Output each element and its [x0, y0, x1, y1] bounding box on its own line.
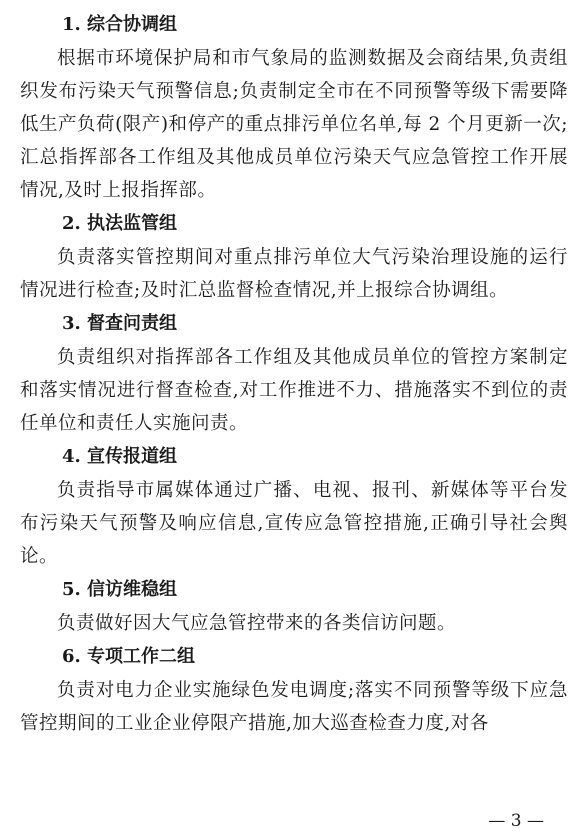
section-heading: 6. 专项工作二组 [62, 646, 196, 667]
section-publicity-reporting [20, 440, 568, 573]
section-special-work-group-two [20, 640, 568, 740]
section-body: 负责落实管控期间对重点排污单位大气污染治理设施的运行情况进行检查;及时汇总监督检查情况,并上报综合协调组。 [20, 247, 568, 301]
section-body: 负责组织对指挥部各工作组及其他成员单位的管控方案制定和落实情况进行督查检查,对工作推进不力、措施落实不到位的责任单位和责任人实施问责。 [20, 347, 568, 434]
section-body: 负责做好因大气应急管控带来的各类信访问题。 [57, 613, 457, 634]
section-body: 负责指导市属媒体通过广播、电视、报刊、新媒体等平台发布污染天气预警及响应信息,宣传应急管控措施,正确引导社会舆论。 [20, 480, 568, 567]
page-number: — 3 — [488, 811, 544, 831]
section-heading: 4. 宣传报道组 [62, 446, 178, 467]
section-heading: 2. 执法监管组 [62, 213, 178, 234]
section-supervision-accountability [20, 307, 568, 440]
section-law-enforcement [20, 207, 568, 307]
section-heading: 5. 信访维稳组 [62, 579, 178, 600]
section-body: 根据市环境保护局和市气象局的监测数据及会商结果,负责组织发布污染天气预警信息;负责制定全市在不同预警等级下需要降低生产负荷(限产)和停产的重点排污单位名单,每 2 个月更新一次;汇总指挥部各工作组及其他成员单位污染天气应急管控工作开展情况,及时上报指挥部。 [20, 48, 568, 201]
section-comprehensive-coordination [20, 8, 568, 207]
section-heading: 3. 督查问责组 [62, 313, 178, 334]
section-body: 负责对电力企业实施绿色发电调度;落实不同预警等级下应急管控期间的工业企业停限产措施,加大巡查检查力度,对各 [20, 680, 568, 734]
section-heading: 1. 综合协调组 [62, 14, 178, 35]
section-petition-stability [20, 573, 568, 640]
